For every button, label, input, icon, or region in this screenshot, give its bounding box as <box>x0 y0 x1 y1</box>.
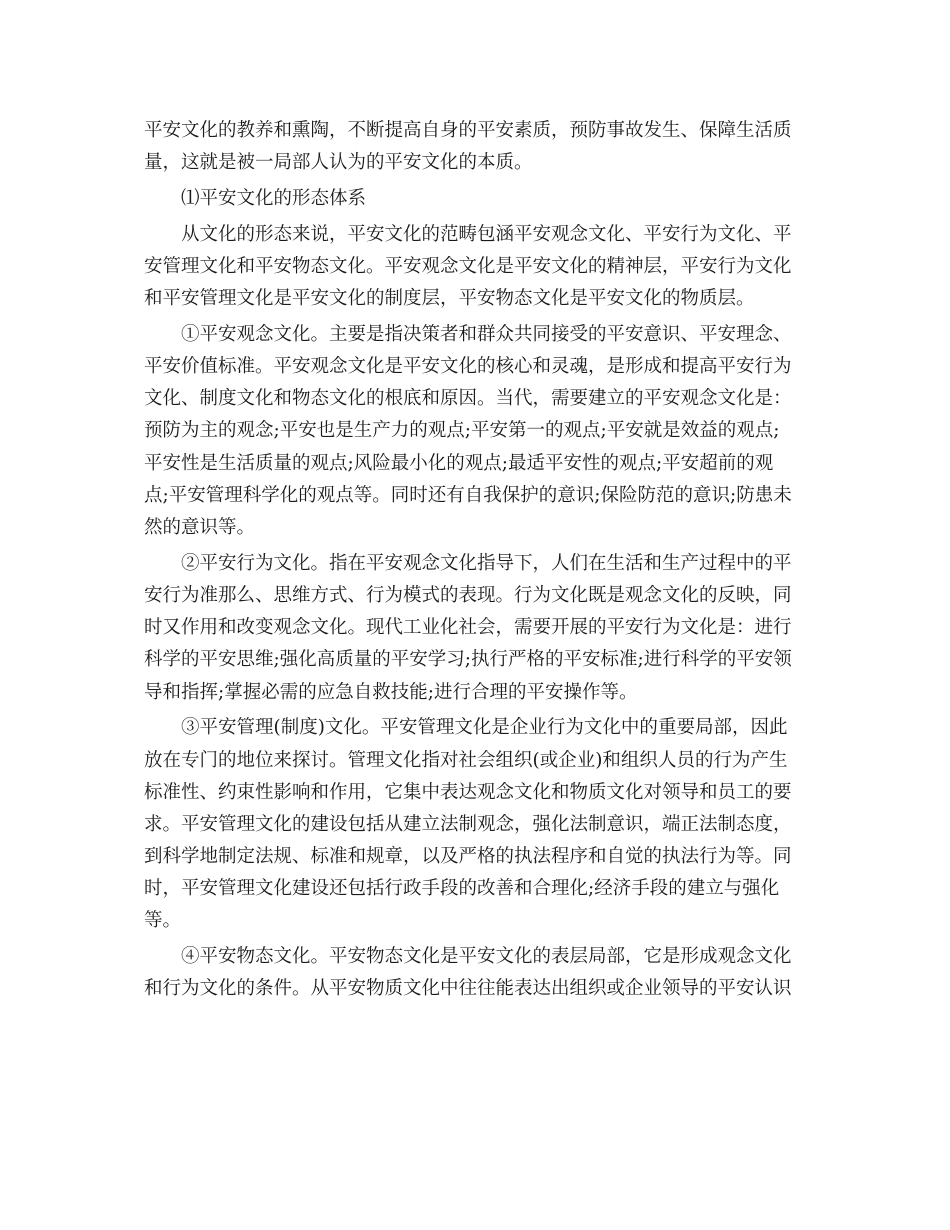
text-line: 求。平安管理文化的建设包括从建立法制观念，强化法制意识，端正法制态度， <box>144 813 792 835</box>
section-heading <box>144 183 806 215</box>
text-line: 到科学地制定法规、标准和规章，以及严格的执法程序和自觉的执法行为等。同 <box>144 846 792 868</box>
text-line: 放在专门的地位来探讨。管理文化指对社会组织(或企业)和组织人员的行为产生 <box>144 749 788 771</box>
text-line: 时，平安管理文化建设还包括行政手段的改善和合理化;经济手段的建立与强化 <box>144 878 780 900</box>
text-line: 标准性、约束性影响和作用，它集中表达观念文化和物质文化对领导和员工的要 <box>144 781 792 803</box>
paragraph-management-culture <box>144 712 806 937</box>
text-line: 等。 <box>144 910 182 932</box>
text-line: 平安文化的教养和熏陶，不断提高自身的平安素质，预防事故发生、保障生活质 <box>144 120 792 141</box>
text-line: ②平安行为文化。指在平安观念文化指导下，人们在生活和生产过程中的平 <box>144 552 792 574</box>
text-line: 点;平安管理科学化的观点等。同时还有自我保护的意识;保险防范的意识;防患未 <box>144 484 792 506</box>
text-line: 量，这就是被一局部人认为的平安文化的本质。 <box>144 152 533 174</box>
text-line: 安管理文化和平安物态文化。平安观念文化是平安文化的精神层，平安行为文化 <box>144 255 792 277</box>
text-line: ①平安观念文化。主要是指决策者和群众共同接受的平安意识、平安理念、 <box>144 323 792 345</box>
heading-text: ⑴平安文化的形态体系 <box>144 187 367 209</box>
text-line: 预防为主的观念;平安也是生产力的观点;平安第一的观点;平安就是效益的观点; <box>144 420 780 442</box>
text-line: 平安性是生活质量的观点;风险最小化的观点;最适平安性的观点;平安超前的观 <box>144 452 774 474</box>
paragraph-behavior-culture <box>144 548 806 709</box>
text-line: ④平安物态文化。平安物态文化是平安文化的表层局部，它是形成观念文化 <box>144 946 792 968</box>
paragraph-material-culture <box>144 941 806 1005</box>
paragraph-forms-overview <box>144 219 806 316</box>
text-line: ③平安管理(制度)文化。平安管理文化是企业行为文化中的重要局部，因此 <box>144 717 788 739</box>
paragraph-concept-culture <box>144 319 806 544</box>
text-line: 时又作用和改变观念文化。现代工业化社会，需要开展的平安行为文化是：进行 <box>144 617 792 639</box>
text-line: 和行为文化的条件。从平安物质文化中往往能表达出组织或企业领导的平安认识 <box>144 978 792 1000</box>
text-line: 和平安管理文化是平安文化的制度层，平安物态文化是平安文化的物质层。 <box>144 288 755 310</box>
text-line: 从文化的形态来说，平安文化的范畴包涵平安观念文化、平安行为文化、平 <box>144 223 792 245</box>
text-line: 科学的平安思维;强化高质量的平安学习;执行严格的平安标准;进行科学的平安领 <box>144 649 792 671</box>
text-line: 然的意识等。 <box>144 517 256 539</box>
text-line: 导和指挥;掌握必需的应急自救技能;进行合理的平安操作等。 <box>144 681 638 703</box>
text-line: 文化、制度文化和物态文化的根底和原因。当代，需要建立的平安观念文化是： <box>144 388 792 410</box>
text-line: 安行为准那么、思维方式、行为模式的表现。行为文化既是观念文化的反映，同 <box>144 585 792 606</box>
paragraph-intro-continuation <box>144 115 806 179</box>
document-body <box>144 115 806 1006</box>
text-line: 平安价值标准。平安观念文化是平安文化的核心和灵魂，是形成和提高平安行为 <box>144 356 792 378</box>
